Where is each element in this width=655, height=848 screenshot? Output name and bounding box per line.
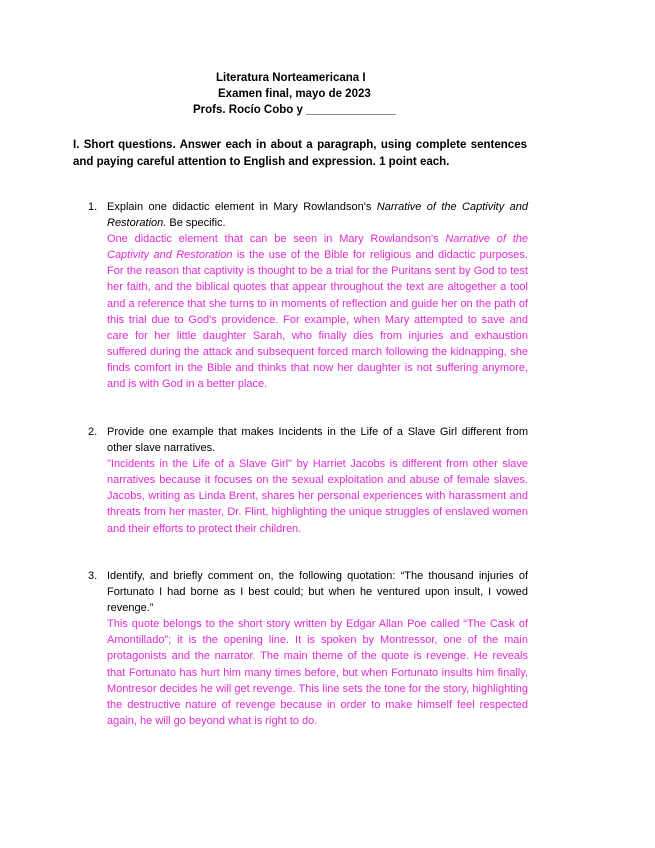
question-number: 3. [88,570,98,582]
answer-work-title: Narrative of the Captivity and Restoration [107,233,528,262]
prompt-text: Explain one didactic element in Mary Rowlandson's [107,201,377,213]
question-2 [88,424,528,537]
prompt-text: Be specific. [166,217,226,230]
answer-span: One didactic element that can be seen in Mary Rowlandson's [107,233,446,246]
section-instructions: I. Short questions. Answer each in about a paragraph, using complete sentences and paying careful attention to English and expression. 1 point each. [73,139,527,168]
answer-text: "Incidents in the Life of a Slave Girl" by Harriet Jacobs is different from other slave narratives because it focuses on the sexual exploitation and abuse of female slaves. Jacobs, writing as Linda Brent, shares her personal experiences with harassment and threats from her master, Dr. Flint, highlighting the unique struggles of enslaved women and their efforts to protect their children. [107,458,528,535]
answer-text [107,231,528,392]
answer-span: is the use of the Bible for religious and didactic purposes. For the reason that captivity is thought to be a trial for the Puritans sent by God to test her faith, and the biblical quotes that appear throughout the text are altogether a tool and a reference that she turns to in moments of reflection and guide her on the path of this trial due to God's providence. For example, when Mary attempted to save and care for her little daughter Sarah, who finally dies from injuries and exhaustion suffered during the attack and subsequent forced march following the kidnapping, she finds comfort in the Bible and thinks that now her daughter is not suffering anymore, and is with God in a better place. [107,249,528,391]
question-1 [88,199,528,392]
prompt-work-title: Narrative of the Captivity and Restoration. [107,201,528,230]
question-3 [88,568,528,729]
question-number: 1. [88,201,98,213]
course-title: Literatura Norteamericana I [216,72,366,84]
answer-text: This quote belongs to the short story written by Edgar Allan Poe called “The Cask of Amontillado”; it is the opening line. It is spoken by Montressor, one of the main protagonists and the narrator. The main theme of the quote is revenge. He reveals that Fortunato has hurt him many times before, but when Fortunato insults him finally, Montresor decides he will get revenge. This line sets the tone for the story, highlighting the destructive nature of revenge because in order to make himself feel respected again, he will go beyond what is right to do. [107,618,528,727]
exam-title: Examen final, mayo de 2023 [218,88,371,100]
question-prompt [107,199,528,231]
question-prompt: Provide one example that makes Incidents in the Life of a Slave Girl different from other slave narratives. [107,426,528,455]
professors-line: Profs. Rocío Cobo y ______________ [193,104,396,116]
question-prompt: Identify, and briefly comment on, the following quotation: “The thousand injuries of Fortunato I had borne as I best could; but when he ventured upon insult, I vowed revenge.” [107,570,528,615]
question-number: 2. [88,426,98,438]
